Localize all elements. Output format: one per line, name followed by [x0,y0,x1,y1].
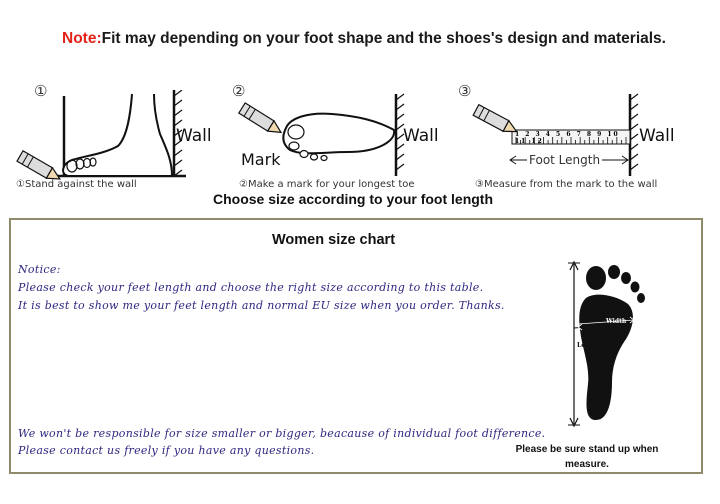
note-prefix: Note: [62,30,102,47]
step-3-caption: ③Measure from the mark to the wall [475,179,658,190]
notice-line-2: It is best to show me your feet length and normal EU size when you order. Thanks. [18,299,505,312]
note-text: Fit may depending on your foot shape and the shoes's design and materials. [101,30,666,47]
step-2-wall-label: Wall [403,126,439,146]
size-chart-title: Women size chart [272,232,396,248]
step-3-wall-label: Wall [639,126,675,146]
notice-label: Notice: [18,263,61,276]
fit-note [62,30,666,48]
step-3-number: ③ [458,82,472,100]
ruler-numbers [515,131,625,145]
step-1-wall-label: Wall [176,126,212,146]
length-label: Length [577,342,601,349]
width-label: Width [606,318,627,325]
step-2-number: ② [232,82,246,100]
notice-line-1: Please check your feet length and choose the right size according to this table. [18,281,484,294]
choose-size-heading: Choose size according to your foot length [213,191,494,207]
foot-length-label: Foot Length [529,153,601,167]
mark-label: Mark [241,150,281,169]
step-1-caption: ①Stand against the wall [16,179,137,190]
footer-line-1: We won't be responsible for size smaller or bigger, beacause of individual foot difference. [18,427,546,440]
ruler-tick-labels: 1 2 3 4 5 6 7 8 9 10 11 12 [515,131,620,145]
footer-line-2: Please contact us freely if you have any questions. [18,444,315,457]
stand-up-note: Please be sure stand up when measure. [515,444,659,470]
step-1-number: ① [34,82,48,100]
step-2-caption: ②Make a mark for your longest toe [239,179,415,190]
